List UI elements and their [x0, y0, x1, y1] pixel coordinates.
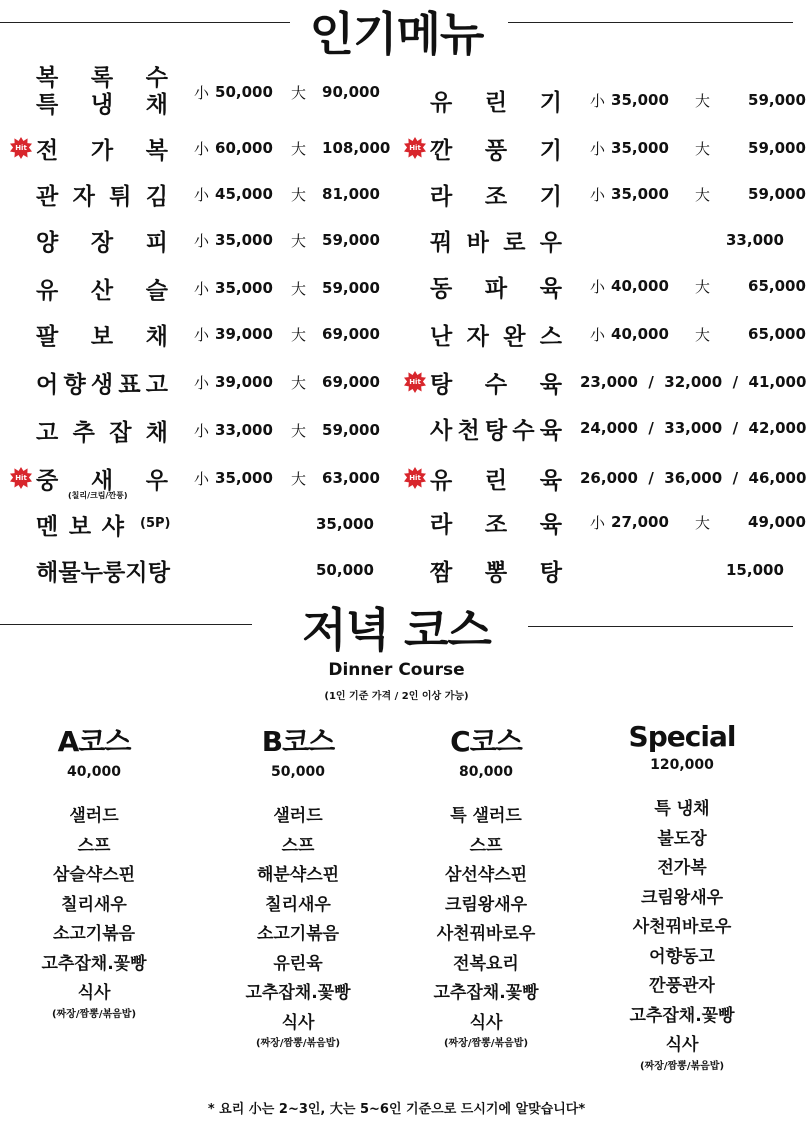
menu-item: [15, 458, 391, 500]
menu-item-name: 고 추 잡 채: [36, 419, 168, 446]
size-small-label: 小: [194, 139, 210, 158]
course-card: [208, 720, 388, 1049]
price-small: [194, 314, 273, 354]
price-tiers: [580, 408, 806, 448]
price-large-value: 59,000: [748, 91, 806, 109]
price-small-value: 35,000: [611, 91, 669, 109]
dinner-rule-right: [528, 626, 793, 627]
hit-badge-icon: Hit: [10, 138, 32, 158]
price-small: [590, 80, 669, 120]
menu-item-name: 중 새 우: [36, 467, 168, 494]
price-small-value: 35,000: [215, 231, 273, 249]
menu-item-name: 어 향 생 표 고: [36, 371, 168, 398]
price-large: [695, 502, 806, 542]
price-small-value: 35,000: [215, 279, 273, 297]
price-small-value: 39,000: [215, 373, 273, 391]
price-single: [316, 504, 374, 544]
menu-item: [36, 65, 391, 118]
course-item: 식사: [469, 1012, 503, 1033]
menu-item: [36, 268, 391, 308]
menu-item: [430, 266, 806, 306]
menu-item-name: 깐 풍 기: [430, 137, 562, 164]
size-small-label: 小: [194, 469, 210, 488]
menu-item: [430, 502, 806, 542]
price-small: [194, 458, 273, 498]
price-large-value: 81,000: [322, 185, 380, 203]
price-large: [695, 128, 806, 168]
price-single-value: 15,000: [726, 561, 784, 579]
menu-item-name: 난 자 완 스: [430, 323, 562, 350]
size-small-label: 小: [590, 139, 606, 158]
course-item: 칠리새우: [265, 894, 331, 915]
menu-item-name: 멘 보 샤: [36, 513, 124, 540]
price-small-value: 33,000: [215, 421, 273, 439]
size-small-label: 小: [590, 277, 606, 296]
course-item: 식사: [281, 1012, 315, 1033]
size-large-label: 大: [291, 231, 307, 250]
menu-item-name: 해 물 누 룽 지 탕: [36, 559, 170, 586]
course-items: [592, 795, 772, 1061]
price-small: [590, 502, 669, 542]
size-large-label: 大: [695, 185, 711, 204]
price-tiers: [580, 362, 806, 402]
meal-options-note: (짜장/짬뽕/볶음밥): [255, 1038, 341, 1049]
course-item: 소고기볶음: [52, 924, 136, 944]
price-single-value: 33,000: [726, 231, 784, 249]
price-small: [194, 268, 273, 308]
price-single: [726, 550, 784, 590]
menu-item-name: 동 파 육: [430, 275, 562, 302]
price-small-value: 45,000: [215, 185, 273, 203]
course-item: 고추잡채.꽃빵: [629, 1005, 735, 1026]
price-large-value: 59,000: [322, 279, 380, 297]
price-tiers-value: 23,000 / 32,000 / 41,000: [580, 373, 806, 391]
price-large-value: 59,000: [322, 231, 380, 249]
menu-item-name-line: 특 냉 채: [36, 92, 168, 118]
hit-badge-icon: Hit: [10, 468, 32, 488]
dinner-course-condition: (1인 기준 가격 / 2인 이상 가능): [324, 691, 469, 702]
price-tiers-value: 24,000 / 33,000 / 42,000: [580, 419, 806, 437]
price-large-value: 90,000: [322, 83, 380, 101]
menu-item-name: 팔 보 채: [36, 323, 168, 350]
menu-item-name: 라 조 육: [430, 511, 562, 538]
dinner-course-title: 저녁 코스: [302, 603, 491, 657]
price-large: [291, 174, 380, 214]
price-large-value: 65,000: [748, 325, 806, 343]
price-large-value: 108,000: [322, 139, 391, 157]
course-name: B코스: [261, 725, 335, 758]
price-small: [590, 266, 669, 306]
size-large-label: 大: [695, 91, 711, 110]
menu-item: [430, 80, 806, 120]
price-small: [194, 362, 273, 402]
size-large-label: 大: [695, 277, 711, 296]
price-single-value: 50,000: [316, 561, 374, 579]
size-large-label: 大: [695, 325, 711, 344]
size-large-label: 大: [291, 469, 307, 488]
price-large: [695, 80, 806, 120]
dinner-course-subtitle: Dinner Course: [328, 660, 465, 680]
price-small: [590, 128, 669, 168]
course-item: 삼슬샥스핀: [52, 865, 136, 885]
price-small-value: 35,000: [215, 469, 273, 487]
menu-item-name: 짬 뽕 탕: [430, 559, 562, 586]
course-item: 고추잡채.꽃빵: [245, 983, 351, 1003]
menu-item: [430, 220, 785, 260]
menu-item: [36, 550, 391, 590]
price-single-value: 35,000: [316, 515, 374, 533]
menu-item: [430, 408, 806, 448]
menu-item: [409, 128, 806, 168]
menu-item: [430, 314, 806, 354]
price-small-value: 40,000: [611, 325, 669, 343]
size-small-label: 小: [194, 231, 210, 250]
price-large-value: 69,000: [322, 373, 380, 391]
course-card: [592, 720, 772, 1072]
price-tiers: [580, 458, 806, 498]
size-large-label: 大: [291, 83, 307, 102]
course-item: 칠리새우: [61, 894, 127, 915]
price-large: [291, 220, 380, 260]
menu-item-name: 관 자 튀 김: [36, 183, 168, 210]
course-item: 스프: [469, 835, 503, 856]
price-large-value: 63,000: [322, 469, 380, 487]
price-small-value: 50,000: [215, 83, 273, 101]
size-large-label: 大: [291, 139, 307, 158]
menu-item-name: 전 가 복: [36, 137, 168, 164]
course-item: 크림왕새우: [444, 894, 528, 915]
menu-item: [15, 128, 391, 168]
menu-item-name: 유 린 기: [430, 89, 562, 116]
course-item: 크림왕새우: [640, 887, 724, 908]
course-item: 샐러드: [69, 806, 119, 826]
price-small: [194, 220, 273, 260]
course-price: 120,000: [650, 757, 714, 773]
price-small-value: 35,000: [611, 139, 669, 157]
course-item: 스프: [77, 835, 111, 856]
size-large-label: 大: [291, 373, 307, 392]
course-name: A코스: [57, 725, 131, 758]
course-item: 사천꿔바로우: [632, 917, 732, 937]
menu-item: [36, 362, 391, 402]
course-item: 샐러드: [273, 806, 323, 826]
price-large-value: 59,000: [748, 185, 806, 203]
size-large-label: 大: [291, 279, 307, 298]
menu-item: [409, 458, 806, 498]
price-large-value: 59,000: [748, 139, 806, 157]
hit-badge-icon: Hit: [404, 138, 426, 158]
price-large-value: 69,000: [322, 325, 380, 343]
course-items: [208, 802, 388, 1038]
price-large: [291, 128, 390, 168]
size-small-label: 小: [194, 279, 210, 298]
price-small-value: 60,000: [215, 139, 273, 157]
meal-options-note: (짜장/짬뽕/볶음밥): [51, 1008, 137, 1020]
course-item: 사천꿔바로우: [436, 924, 536, 944]
menu-item: [430, 174, 806, 214]
price-large-value: 59,000: [322, 421, 380, 439]
footer-note: * 요리 小는 2~3인, 大는 5~6인 기준으로 드시기에 알맞습니다*: [207, 1102, 586, 1117]
menu-item-name: 사 천 탕 수 육: [430, 417, 562, 444]
menu-item: [36, 174, 391, 214]
course-item: 소고기볶음: [256, 924, 340, 944]
menu-item-name: 유 산 슬: [36, 277, 168, 304]
hit-badge-icon: Hit: [404, 372, 426, 392]
price-large-value: 65,000: [748, 277, 806, 295]
hit-badge-icon: Hit: [404, 468, 426, 488]
menu-item-name-line: 복 록 수: [36, 65, 168, 91]
price-small: [194, 410, 273, 450]
size-small-label: 小: [590, 185, 606, 204]
price-large: [291, 362, 380, 402]
price-small-value: 35,000: [611, 185, 669, 203]
price-large: [695, 314, 806, 354]
size-large-label: 大: [291, 421, 307, 440]
menu-item-portion: (5P): [140, 516, 171, 531]
course-price: 40,000: [66, 764, 122, 780]
course-name: Special: [628, 720, 736, 753]
price-large: [291, 268, 380, 308]
price-large: [291, 458, 380, 498]
menu-item-name: [36, 64, 168, 120]
menu-item-name: 양 장 피: [36, 229, 168, 256]
title-rule-right: [508, 22, 793, 23]
size-small-label: 小: [194, 373, 210, 392]
price-small: [590, 174, 669, 214]
course-item: 고추잡채.꽃빵: [41, 953, 147, 974]
meal-options-note: (짜장/짬뽕/볶음밥): [639, 1060, 725, 1072]
course-item: 특 냉채: [654, 799, 710, 819]
course-card: [396, 720, 576, 1049]
course-item: 전가복: [657, 858, 707, 878]
size-small-label: 小: [194, 325, 210, 344]
menu-item: [36, 410, 391, 450]
price-small-value: 27,000: [611, 513, 669, 531]
course-item: 유린육: [273, 953, 323, 974]
size-small-label: 小: [194, 185, 210, 204]
course-item: 스프: [281, 835, 315, 856]
meal-options-note: (짜장/짬뽕/볶음밥): [443, 1038, 529, 1049]
price-large: [291, 314, 380, 354]
menu-item-name: 라 조 기: [430, 183, 562, 210]
size-large-label: 大: [695, 513, 711, 532]
course-item: 깐풍관자: [649, 976, 715, 996]
price-small-value: 40,000: [611, 277, 669, 295]
course-items: [4, 802, 184, 1009]
size-small-label: 小: [590, 91, 606, 110]
popular-menu-title: 인기메뉴: [309, 7, 484, 61]
course-item: 식사: [77, 983, 111, 1003]
course-item: 어향동고: [649, 946, 715, 967]
menu-item: [36, 220, 391, 260]
price-small: [590, 314, 669, 354]
menu-item-name: 탕 수 육: [430, 371, 562, 398]
price-tiers-value: 26,000 / 36,000 / 46,000: [580, 469, 806, 487]
course-price: 80,000: [458, 764, 514, 780]
price-large: [291, 72, 380, 112]
course-item: 전복요리: [453, 953, 519, 974]
menu-item-name: 유 린 육: [430, 467, 562, 494]
price-large: [695, 174, 806, 214]
price-large: [291, 410, 380, 450]
price-small: [194, 72, 273, 112]
menu-item: [430, 550, 785, 590]
size-large-label: 大: [291, 325, 307, 344]
course-item: 삼선샥스핀: [444, 865, 528, 885]
course-item: 고추잡채.꽃빵: [433, 983, 539, 1003]
size-small-label: 小: [590, 325, 606, 344]
size-small-label: 小: [590, 513, 606, 532]
course-items: [396, 802, 576, 1038]
size-large-label: 大: [695, 139, 711, 158]
course-item: 불도장: [657, 828, 707, 849]
menu-item: [409, 362, 806, 402]
menu-item-name: 꿔 바 로 우: [430, 229, 562, 256]
price-large: [695, 266, 806, 306]
course-item: 식사: [665, 1035, 699, 1055]
course-price: 50,000: [270, 764, 326, 780]
price-small-value: 39,000: [215, 325, 273, 343]
price-large-value: 49,000: [748, 513, 806, 531]
price-single: [726, 220, 784, 260]
size-small-label: 小: [194, 421, 210, 440]
course-item: 해분샥스핀: [256, 865, 340, 885]
size-small-label: 小: [194, 83, 210, 102]
course-name: C코스: [450, 725, 522, 758]
price-small: [194, 174, 273, 214]
menu-item: [36, 314, 391, 354]
menu-item-note: (칠리/크림/깐풍): [68, 491, 128, 500]
menu-item: [36, 504, 391, 544]
price-single: [316, 550, 374, 590]
course-item: 특 샐러드: [450, 806, 522, 826]
price-small: [194, 128, 273, 168]
course-card: [4, 720, 184, 1020]
size-large-label: 大: [291, 185, 307, 204]
